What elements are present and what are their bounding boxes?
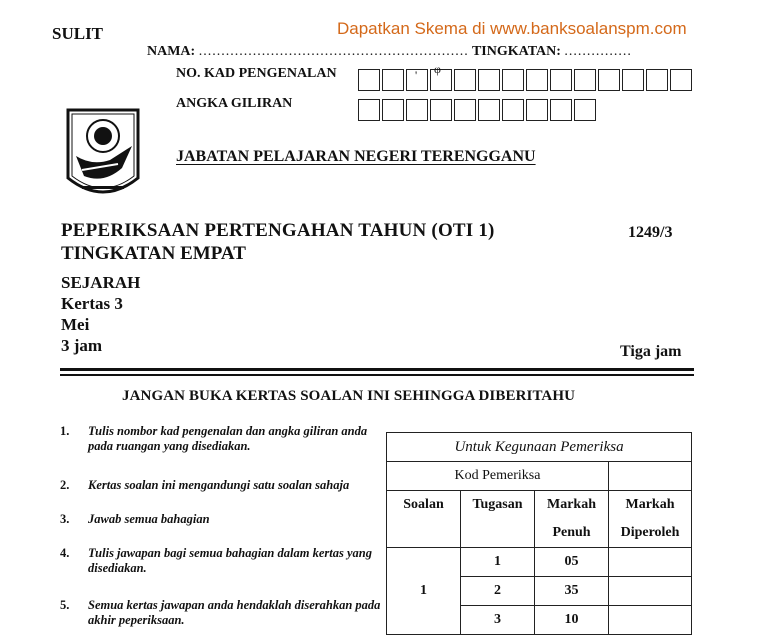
sulit-label: SULIT: [52, 24, 104, 43]
ic-digit-box[interactable]: [526, 69, 548, 91]
examiner-table: [386, 432, 692, 635]
angka-giliran-boxes[interactable]: [358, 99, 598, 121]
paper-code: 1249/3: [628, 224, 673, 241]
angka-giliran-digit-box[interactable]: [382, 99, 404, 121]
paper-number: Kertas 3: [61, 294, 123, 313]
ic-digit-box[interactable]: [574, 69, 596, 91]
tugasan-cell: 1: [461, 548, 535, 577]
ic-digit-box[interactable]: [454, 69, 476, 91]
soalan-cell: 1: [387, 548, 461, 635]
instruction-number: 3.: [60, 512, 70, 526]
angka-giliran-digit-box[interactable]: [502, 99, 524, 121]
markah-diperoleh-cell[interactable]: [609, 548, 692, 577]
state-education-logo-icon: [62, 106, 144, 206]
ic-digit-box[interactable]: [382, 69, 404, 91]
angka-giliran-digit-box[interactable]: [358, 99, 380, 121]
markah-penuh-header-2: Penuh: [535, 519, 609, 548]
ic-digit-box[interactable]: [598, 69, 620, 91]
markah-diperoleh-cell[interactable]: [609, 606, 692, 635]
angka-giliran-digit-box[interactable]: [478, 99, 500, 121]
tugasan-header: Tugasan: [461, 491, 535, 520]
examiner-code-label: Kod Pemeriksa: [387, 462, 609, 491]
nama-label: NAMA:: [147, 44, 196, 59]
exam-month: Mei: [61, 315, 90, 334]
examiner-code-cell[interactable]: [609, 462, 692, 491]
ic-digit-box[interactable]: [406, 69, 428, 91]
angka-giliran-digit-box[interactable]: [454, 99, 476, 121]
ic-label: NO. KAD PENGENALAN: [176, 66, 337, 81]
markah-diperoleh-cell[interactable]: [609, 577, 692, 606]
markah-diperoleh-header-2: Diperoleh: [609, 519, 692, 548]
divider-thin: [60, 374, 694, 376]
soalan-header-cont: [387, 519, 461, 548]
markah-penuh-header-1: Markah: [535, 491, 609, 520]
instruction-text: Tulis nombor kad pengenalan dan angka giliran anda pada ruangan yang disediakan.: [88, 424, 368, 453]
ic-digit-box[interactable]: [502, 69, 524, 91]
ic-digit-box[interactable]: [430, 69, 452, 91]
tingkatan-field[interactable]: ...............: [564, 44, 632, 59]
instruction-text: Semua kertas jawapan anda hendaklah diserahkan pada akhir peperiksaan.: [88, 598, 381, 627]
duration-words: Tiga jam: [620, 343, 682, 360]
exam-form-level: TINGKATAN EMPAT: [61, 243, 246, 264]
instruction-number: 2.: [60, 478, 70, 492]
subject-name: SEJARAH: [61, 273, 141, 292]
department-title: JABATAN PELAJARAN NEGERI TERENGGANU: [176, 148, 536, 165]
instruction-text: Kertas soalan ini mengandungi satu soalan sahaja: [88, 478, 350, 492]
watermark-text: Dapatkan Skema di www.banksoalanspm.com: [337, 19, 687, 38]
exam-title: PEPERIKSAAN PERTENGAHAN TAHUN (OTI 1): [61, 220, 495, 241]
instruction-number: 5.: [60, 598, 70, 612]
instruction-number: 1.: [60, 424, 70, 438]
divider-thick: [60, 368, 694, 371]
instruction-text: Jawab semua bahagian: [88, 512, 210, 526]
ic-digit-box[interactable]: [478, 69, 500, 91]
angka-giliran-digit-box[interactable]: [550, 99, 572, 121]
nama-field[interactable]: ............................................................: [198, 44, 469, 59]
ic-digit-box[interactable]: [622, 69, 644, 91]
tugasan-cell: 2: [461, 577, 535, 606]
ic-digit-box[interactable]: [670, 69, 692, 91]
instruction-item: [60, 512, 380, 530]
angka-giliran-digit-box[interactable]: [574, 99, 596, 121]
ic-number-boxes[interactable]: [358, 69, 694, 91]
subject-block: [61, 272, 140, 356]
table-row: [387, 548, 692, 577]
ic-digit-box[interactable]: [550, 69, 572, 91]
markah-penuh-cell: 35: [535, 577, 609, 606]
instruction-item: [60, 424, 380, 458]
ic-digit-box[interactable]: [358, 69, 380, 91]
tingkatan-label: TINGKATAN:: [471, 44, 561, 59]
instruction-item: [60, 598, 380, 632]
instruction-text: Tulis jawapan bagi semua bahagian dalam kertas yang disediakan.: [88, 546, 372, 575]
tugasan-cell: 3: [461, 606, 535, 635]
markah-penuh-cell: 05: [535, 548, 609, 577]
ic-digit-box[interactable]: [646, 69, 668, 91]
duration-numeric: 3 jam: [61, 336, 103, 355]
angka-giliran-digit-box[interactable]: [406, 99, 428, 121]
angka-giliran-label: ANGKA GILIRAN: [176, 96, 293, 111]
tugasan-header-cont: [461, 519, 535, 548]
instruction-item: [60, 546, 380, 580]
angka-giliran-digit-box[interactable]: [430, 99, 452, 121]
markah-penuh-cell: 10: [535, 606, 609, 635]
markah-diperoleh-header-1: Markah: [609, 491, 692, 520]
instruction-item: [60, 478, 380, 496]
soalan-header: Soalan: [387, 491, 461, 520]
examiner-table-title: Untuk Kegunaan Pemeriksa: [387, 433, 692, 462]
nama-tingkatan-row: [147, 44, 632, 60]
angka-giliran-digit-box[interactable]: [526, 99, 548, 121]
instruction-number: 4.: [60, 546, 70, 560]
warning-text: JANGAN BUKA KERTAS SOALAN INI SEHINGGA DIBERITAHU: [122, 388, 576, 404]
